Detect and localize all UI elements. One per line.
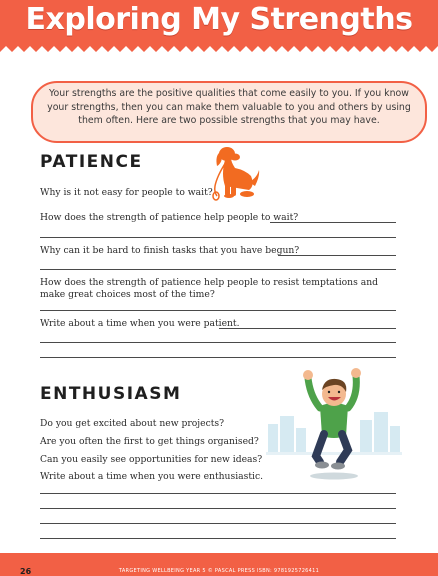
answer-line[interactable] (270, 222, 396, 223)
answer-line[interactable] (40, 357, 396, 358)
jumping-boy-icon (264, 366, 404, 481)
answer-line[interactable] (40, 538, 396, 539)
page-number: 26 (20, 567, 32, 576)
answer-line[interactable] (40, 310, 396, 311)
page-title: Exploring My Strengths (25, 2, 413, 37)
enthusiasm-question-2: Are you often the first to get things organised? (40, 436, 259, 447)
patience-question-3: Why can it be hard to finish tasks that you have begun? (40, 245, 300, 256)
enthusiasm-question-1: Do you get excited about new projects? (40, 418, 225, 429)
answer-line[interactable] (219, 328, 396, 329)
intro-box: Your strengths are the positive qualities that come easily to you. If you know your strengths, then you can make them valuable to you and others by using them often. Here are two possible strengths that you may have. (31, 81, 427, 143)
section-heading-patience: PATIENCE (40, 152, 143, 172)
header-zigzag-edge (0, 44, 438, 54)
patience-question-1: Why is it not easy for people to wait? (40, 187, 213, 198)
answer-line[interactable] (40, 508, 396, 509)
enthusiasm-question-4: Write about a time when you were enthusiastic. (40, 471, 264, 482)
dog-icon (205, 146, 263, 204)
answer-line[interactable] (278, 255, 396, 256)
answer-line[interactable] (40, 237, 396, 238)
patience-question-2: How does the strength of patience help people to wait? (40, 212, 299, 223)
answer-line[interactable] (40, 493, 396, 494)
footer-credit: TARGETING WELLBEING YEAR 5 © PASCAL PRESS ISBN: 9781925726411 (118, 568, 320, 574)
enthusiasm-question-3: Can you easily see opportunities for new ideas? (40, 454, 263, 465)
answer-line[interactable] (40, 342, 396, 343)
answer-line[interactable] (40, 269, 396, 270)
patience-question-4: How does the strength of patience help people to resist temptations and make great choices most of the time? (40, 277, 378, 300)
patience-question-5: Write about a time when you were patient. (40, 318, 240, 329)
answer-line[interactable] (40, 523, 396, 524)
section-heading-enthusiasm: ENTHUSIASM (40, 384, 182, 404)
